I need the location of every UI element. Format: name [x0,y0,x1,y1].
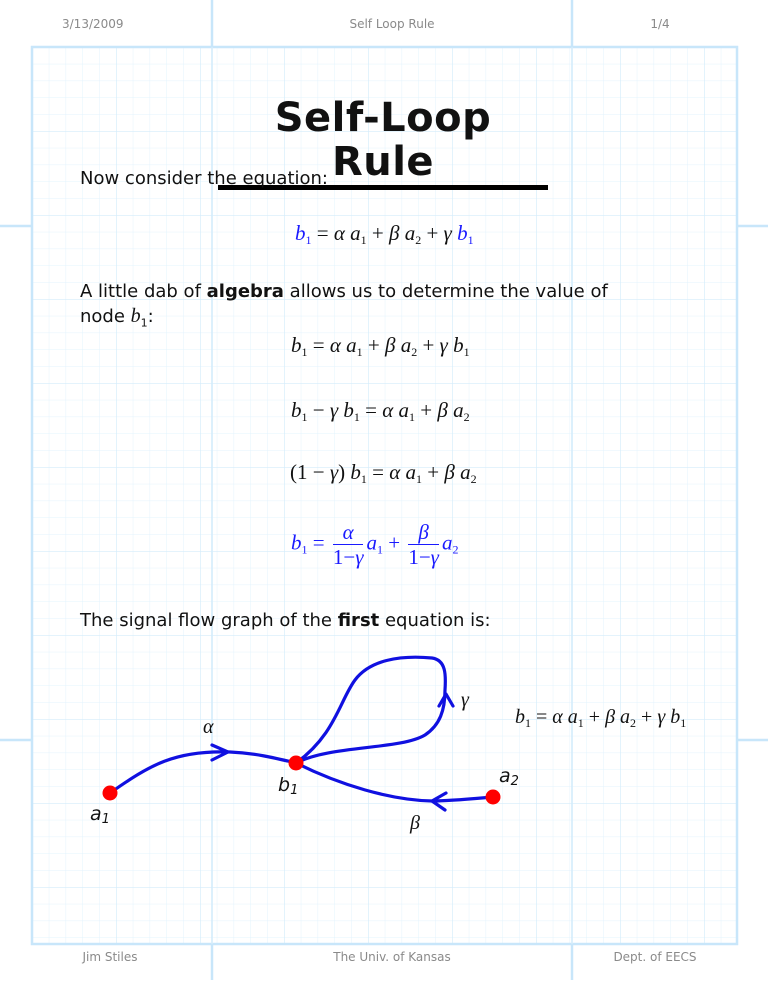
text-run: node [80,306,131,327]
node-b1 [289,756,304,771]
eq-var: b [670,706,681,728]
eq-var: a [620,706,631,728]
eq-var: γ [329,460,339,484]
eq-sub: 2 [470,472,477,486]
node-var: a [90,803,102,825]
eq-var: a [400,333,412,357]
eq-var: b [350,460,361,484]
eq-var: β [384,333,396,357]
eq-var: β [444,460,455,484]
eq-num: 1 [332,545,344,569]
eq-var: β [388,221,400,245]
eq-op: − [312,398,325,422]
gain-label-beta: β [410,812,420,834]
eq-var: b [453,333,464,357]
eq-var: b [291,530,302,555]
eq-op: − [312,460,325,484]
eq-op: = [372,460,384,484]
bold-term: first [337,610,380,631]
eq-op: = [312,333,325,357]
header-date: 3/13/2009 [62,17,124,31]
eq-op: + [367,333,380,357]
gain-label-alpha: α [203,716,214,738]
eq-sub: 1 [356,345,363,359]
eq-var: a [405,460,416,484]
eq-op: − [418,545,431,569]
node-var: a [499,765,511,787]
node-label-a2 [499,765,519,789]
eq-sub: 2 [415,233,422,247]
branch-alpha [110,752,296,793]
eq-op: = [312,530,325,555]
frac-numerator: β [408,520,439,545]
eq-op: + [371,221,384,245]
eq-sub: 1 [416,472,422,486]
eq-var: b [515,706,525,728]
text-run: : [147,306,154,327]
eq-sub: 1 [463,345,470,359]
eq-op: + [426,221,439,245]
eq-var: a [453,398,464,422]
eq-op: + [420,398,433,422]
eq-var: a [398,398,409,422]
eq-var: α [552,706,563,728]
node-label-a1 [90,803,110,827]
eq-var: a [366,530,377,555]
intro-text: Now consider the equation: [80,168,328,189]
eq-num: 1 [408,545,419,569]
eq-num: 1 [297,460,308,484]
eq-var: γ [439,333,448,357]
eq-var: γ [329,398,339,422]
eq-var: γ [355,545,364,569]
eq-sub: 2 [411,345,418,359]
eq-sub: 1 [360,472,367,486]
eq-sub: 2 [630,716,637,730]
node-a2 [486,790,501,805]
header-page-number: 1/4 [650,17,670,31]
eq-op: + [427,460,440,484]
eq-op: − [343,545,356,569]
footer-author: Jim Stiles [82,950,138,964]
eq-sub: 1 [467,233,474,247]
eq-sub: 1 [301,410,308,424]
eq-op: ( [290,460,297,484]
eq-op: = [365,398,377,422]
header-title: Self Loop Rule [349,17,435,31]
text-run: The signal flow graph of the [80,610,338,631]
eq-var: b [457,221,468,245]
node-sub: 1 [101,812,110,827]
eq-op: + [422,333,435,357]
eq-sub: 1 [680,716,687,730]
node-a1 [103,786,118,801]
eq-sub: 1 [353,410,360,424]
eq-sub: 1 [409,410,415,424]
eq-op: + [588,706,601,728]
text-run: equation is: [379,610,491,631]
eq-var: α [329,333,341,357]
eq-var: b [295,221,306,245]
bold-term: algebra [206,281,284,302]
eq-sub: 1 [376,542,383,557]
eq-sub: 1 [301,345,308,359]
eq-sub: 1 [305,233,312,247]
node-var: b [278,774,291,796]
eq-var: α [389,460,401,484]
page-title: Self-Loop Rule [218,96,548,190]
eq-sub: 1 [577,716,584,730]
eq-sub: 1 [525,716,531,730]
eq-var: a [404,221,416,245]
eq-var: β [437,398,448,422]
node-sub: 1 [140,316,148,330]
text-run: A little dab of [80,281,207,302]
eq-var: a [346,333,357,357]
eq-var: a [350,221,361,245]
eq-op: + [641,706,653,728]
branch-beta [296,763,493,801]
eq-var: α [382,398,394,422]
eq-var: b [291,398,302,422]
eq-op: = [536,706,548,728]
frac-numerator: α [333,520,364,545]
node-var: b [130,305,141,327]
eq-var: γ [443,221,452,245]
eq-var: a [460,460,471,484]
eq-var: γ [430,545,439,569]
node-sub: 2 [510,774,519,789]
branch-gamma-loop [296,657,445,763]
gain-label-gamma: γ [461,689,469,711]
eq-var: a [441,530,453,555]
eq-var: b [291,333,302,357]
eq-var: b [343,398,354,422]
eq-sub: 1 [301,542,308,557]
text-run: allows us to determine the value of [283,281,608,302]
graph-equation [515,706,686,731]
eq-op: ) [338,460,346,484]
eq-var: β [605,706,616,728]
eq-var: a [567,706,578,728]
eq-var: γ [657,706,666,728]
footer-department: Dept. of EECS [613,950,697,964]
eq-sub: 2 [463,410,470,424]
footer-institution: The Univ. of Kansas [333,950,451,964]
eq-op: = [316,221,329,245]
eq-var: α [333,221,345,245]
eq-sub: 1 [360,233,367,247]
eq-op: + [388,530,401,555]
eq-sub: 2 [452,542,459,557]
node-sub: 1 [290,783,299,798]
node-label-b1 [278,774,298,798]
